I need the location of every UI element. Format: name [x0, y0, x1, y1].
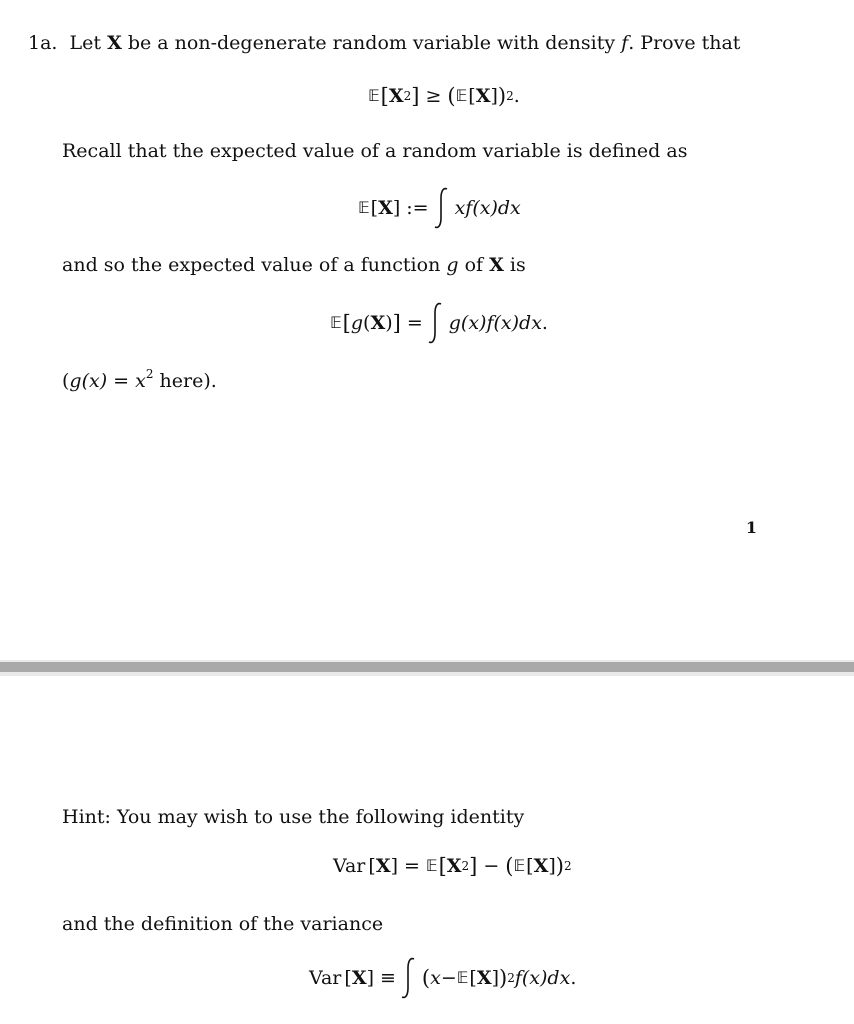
inequality-lhs-arg: X	[388, 85, 404, 107]
inequality-end: .	[513, 85, 520, 107]
expectation-operator: 𝔼	[513, 856, 526, 875]
density-symbol: f	[621, 32, 629, 54]
expectation-operator: 𝔼	[425, 856, 438, 875]
expectation-operator: 𝔼	[330, 313, 342, 332]
integral-sign	[398, 956, 418, 1000]
page-number: 1	[745, 518, 757, 537]
note-text: ($g(x) = x^2$ here).	[62, 367, 217, 392]
equals-sign: =	[406, 312, 423, 334]
expectation-integrand: xf(x)dx	[454, 197, 521, 219]
variance-identity: Var [ X ] = 𝔼 [ X 2 ] − ( 𝔼 [ X ] ) 2	[333, 854, 572, 878]
variance-e-arg: X	[476, 967, 492, 989]
equivalence-sign: ≡	[379, 967, 396, 989]
function-text-pre: and so the expected value of a function	[62, 254, 441, 276]
integral-sign	[431, 186, 451, 230]
variance-end: .	[570, 967, 577, 989]
function-end: .	[541, 312, 548, 334]
note-rhs-base: x	[135, 370, 146, 392]
inequality-relation: ≥	[425, 85, 442, 107]
problem-intro-post: . Prove that	[628, 32, 741, 54]
variance-definition: Var [ X ] ≡ ( x − 𝔼 [ X ] ) 2 f(x)dx .	[309, 956, 576, 1000]
expectation-arg: X	[378, 197, 393, 219]
inequality-equation: 𝔼 [ X 2 ] ≥ ( 𝔼 [ X ] ) 2 .	[368, 84, 520, 108]
variance-arg: X	[351, 967, 367, 989]
hint-text: Hint: You may wish to use the following identity	[62, 806, 525, 828]
equals-sign: =	[113, 370, 130, 392]
function-symbol: g	[446, 254, 459, 276]
function-symbol: g	[350, 312, 364, 334]
problem-intro-mid: be a non-degenerate random variable with density	[127, 32, 616, 54]
assign-symbol: :=	[406, 197, 429, 219]
function-expectation-definition: 𝔼 [ g ( X ) ] = g(x)f(x)dx .	[330, 301, 548, 345]
function-integrand: g(x)f(x)dx	[448, 312, 542, 334]
identity-e-arg: X	[446, 855, 462, 877]
variable-x: X	[107, 32, 122, 54]
integral-sign	[425, 301, 445, 345]
variance-operator: Var	[309, 967, 342, 989]
problem-number: 1a.	[28, 32, 58, 54]
function-arg: X	[370, 312, 386, 334]
variable-x: X	[489, 254, 504, 276]
note-rhs-exponent: 2	[145, 367, 154, 381]
variance-text: and the definition of the variance	[62, 913, 384, 935]
function-text	[62, 253, 526, 277]
minus-sign: −	[483, 855, 500, 877]
function-text-post: is	[509, 254, 526, 276]
page-divider	[0, 660, 854, 676]
variance-integrand: f(x)dx	[514, 967, 571, 989]
identity-arg: X	[375, 855, 391, 877]
note-post: here).	[159, 370, 217, 392]
equals-sign: =	[403, 855, 420, 877]
inequality-rhs-arg: X	[475, 85, 491, 107]
minus-sign: −	[440, 967, 457, 989]
problem-statement	[28, 31, 740, 55]
expectation-operator: 𝔼	[456, 968, 469, 987]
expectation-definition: 𝔼 [ X ] := xf(x)dx	[358, 186, 521, 230]
variance-x: x	[430, 967, 441, 989]
variance-operator: Var	[333, 855, 366, 877]
note-lhs: g(x)	[69, 370, 108, 392]
recall-text: Recall that the expected value of a random variable is defined as	[62, 140, 688, 162]
expectation-operator: 𝔼	[358, 198, 370, 217]
identity-e2-arg: X	[533, 855, 549, 877]
problem-intro: Let	[69, 32, 102, 54]
expectation-operator: 𝔼	[368, 86, 380, 105]
function-text-mid: of	[464, 254, 484, 276]
page-2	[0, 676, 854, 1024]
expectation-operator: 𝔼	[455, 86, 468, 105]
